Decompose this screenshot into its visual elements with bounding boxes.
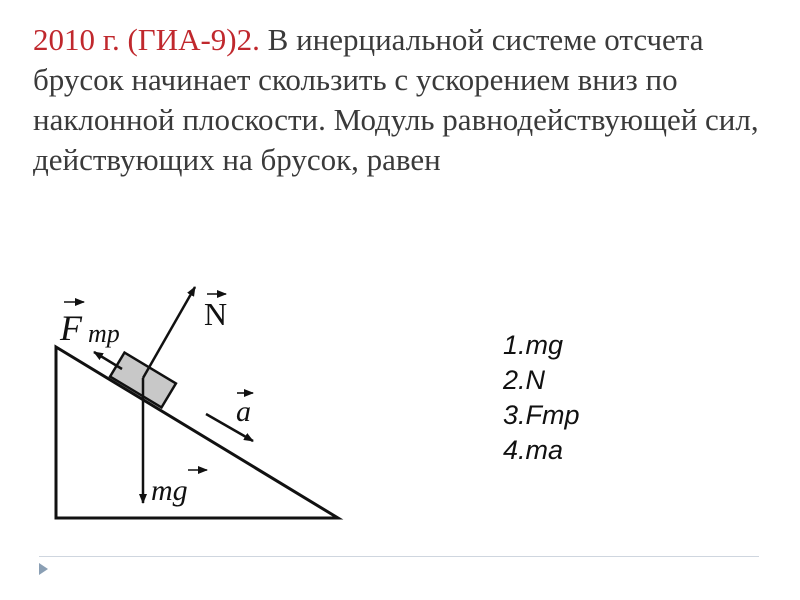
footer-divider (39, 556, 759, 557)
friction-subscript: тр (88, 319, 120, 348)
friction-label: F (60, 308, 82, 348)
normal-force-label: N (204, 296, 228, 332)
question-prefix: 2010 г. (ГИА-9)2. (33, 22, 260, 57)
question-body: В инерциальной системе отсчета брусок начинает скользить с ускорением вниз по наклонной плоскости. Модуль равнодействующей сил, действующих на брусок, равен (33, 22, 759, 177)
answer-option-2[interactable]: 2.N (503, 365, 546, 395)
answer-option-4[interactable]: 4.ma (503, 435, 564, 465)
answer-option-3[interactable]: 3.Fmp (503, 400, 580, 430)
acceleration-label: a (236, 395, 251, 428)
inclined-plane (56, 347, 338, 518)
answer-options (503, 328, 580, 468)
normal-force-arrow (143, 287, 195, 378)
answer-option-1[interactable]: 1.mg (503, 330, 564, 360)
friction-arrow (94, 352, 122, 369)
triangle-right-icon (39, 563, 48, 575)
gravity-label: mg (151, 474, 188, 507)
